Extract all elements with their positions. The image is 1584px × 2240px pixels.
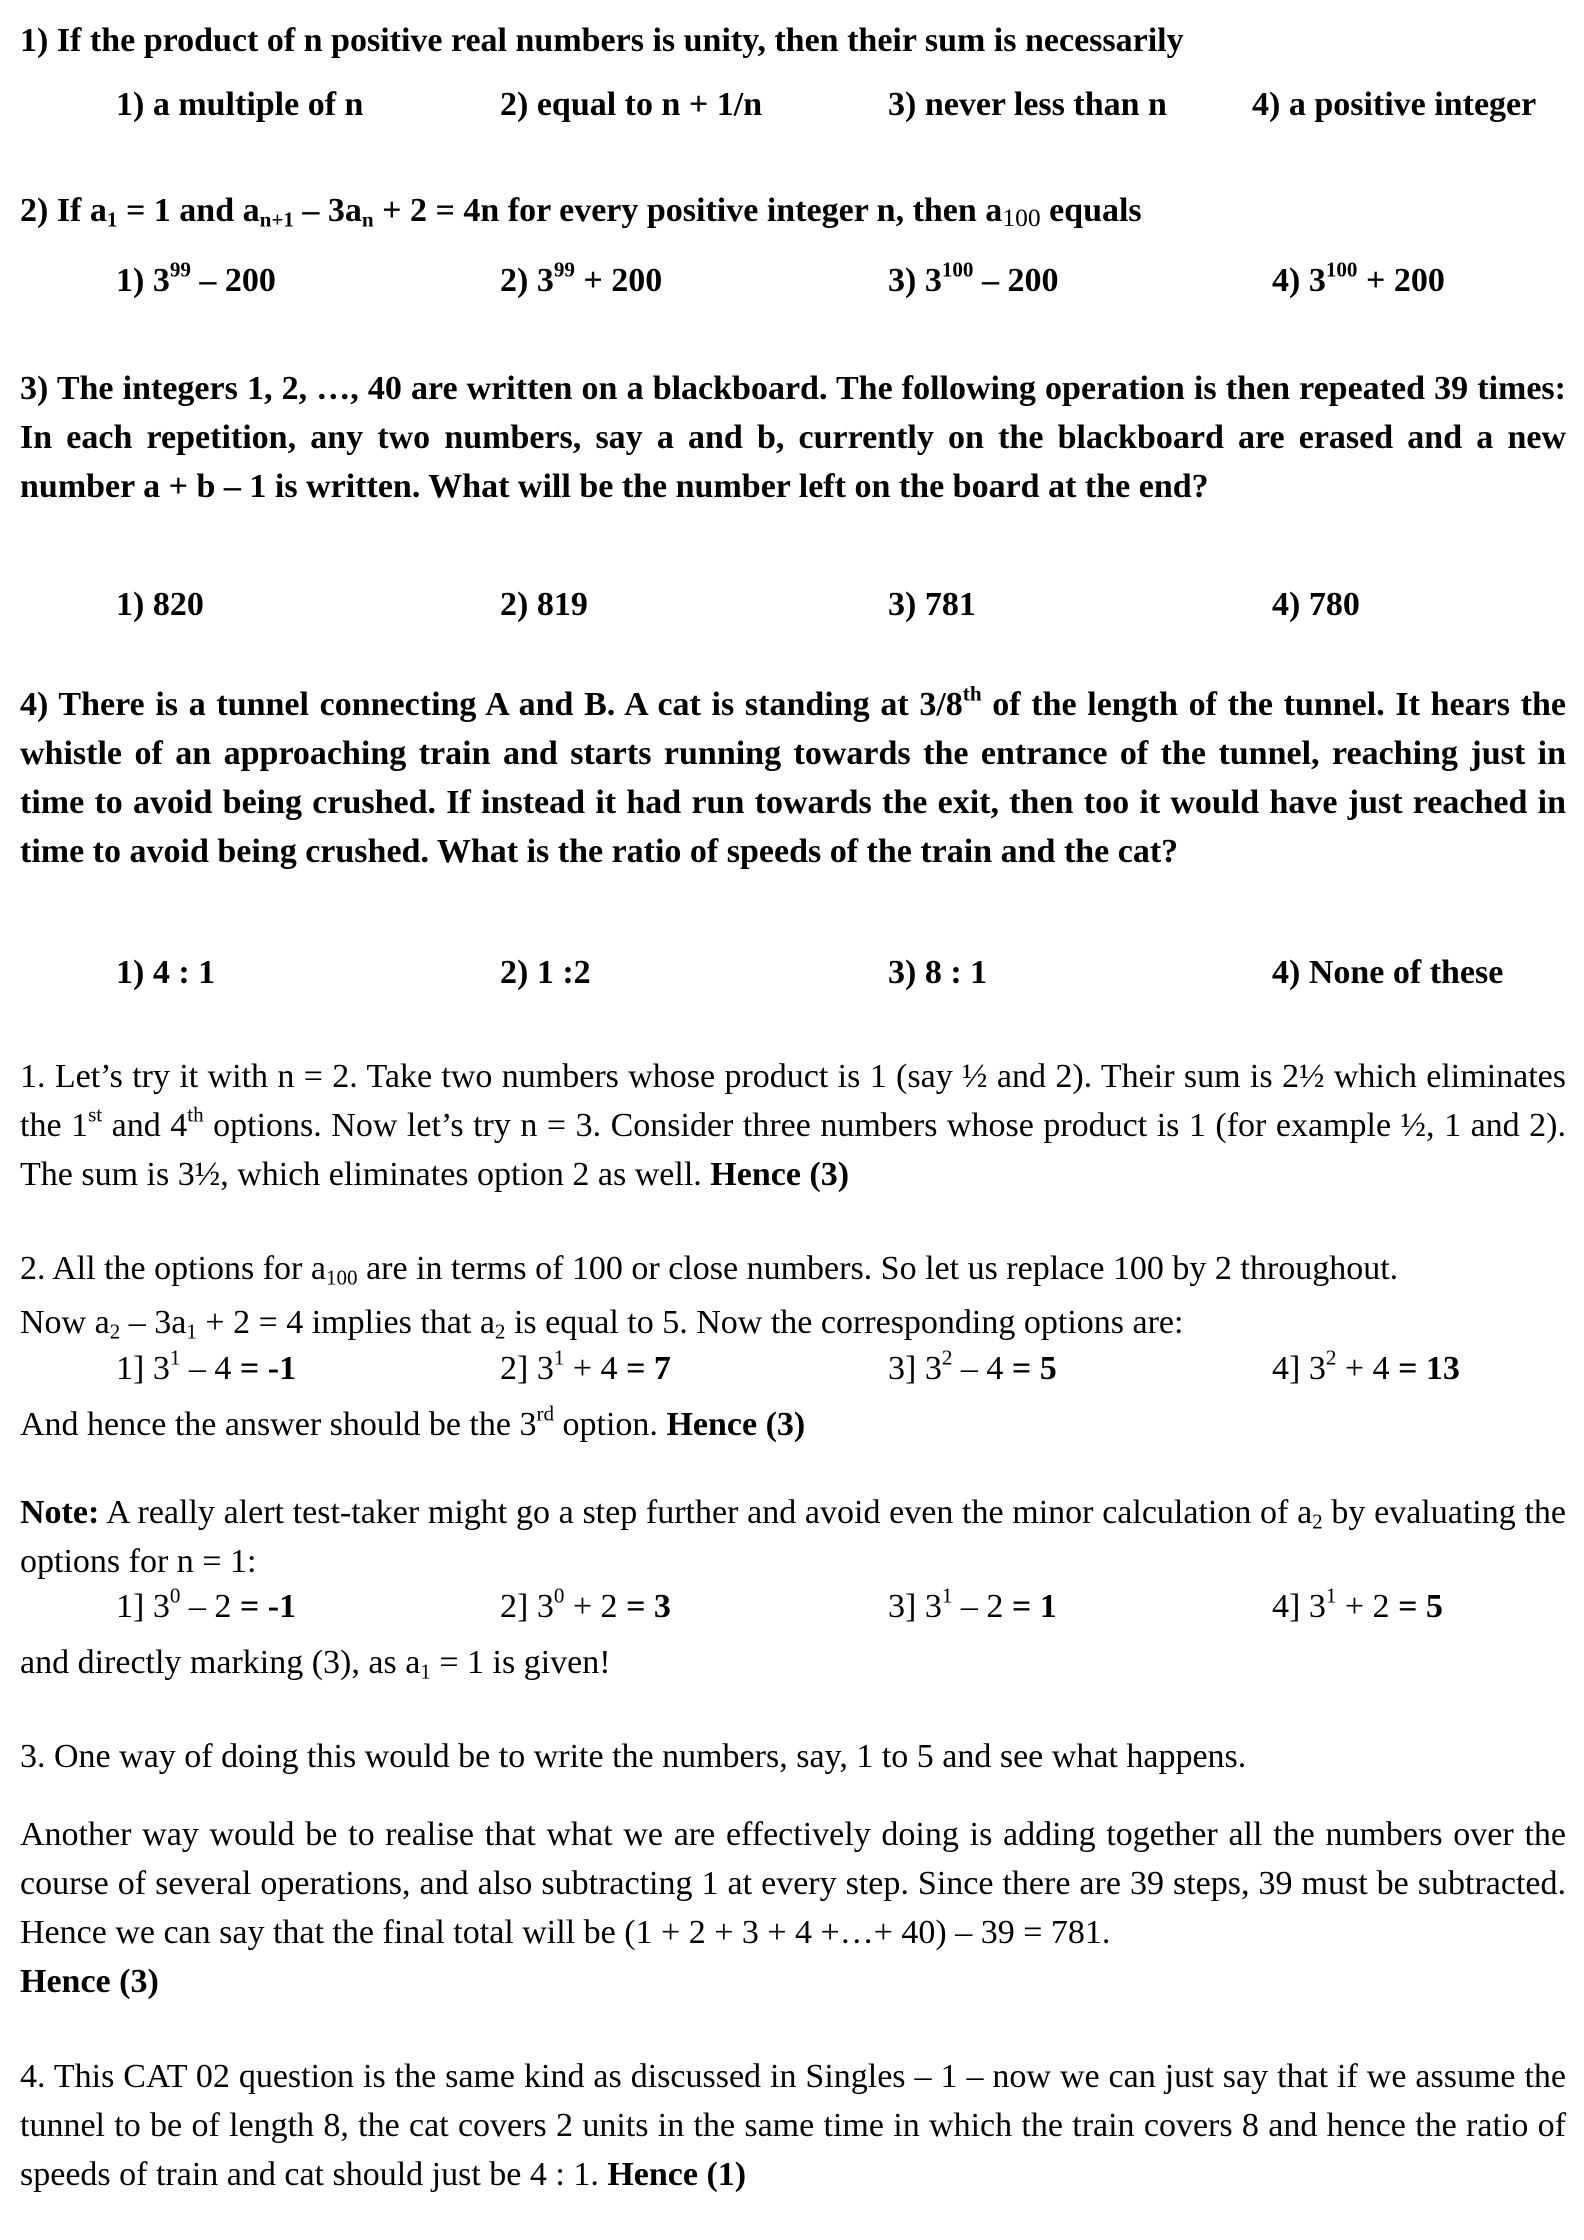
question-3-options bbox=[20, 586, 1566, 635]
question-4-text: 4) There is a tunnel connecting A and B. A cat is standing at 3/8th of the length of the tunnel. It hears the whistle of an approaching train and starts running towards the entrance of the tunnel, reaching just in time to avoid being crushed. If instead it had run towards the exit, then too it would have just reached in time to avoid being crushed. What is the ratio of speeds of the train and the cat? bbox=[20, 681, 1566, 870]
solution-3-paragraph-2: Another way would be to realise that what we are effectively doing is adding together all the numbers over the course of several operations, and also subtracting 1 at every step. Since there are 39 steps, 39 must be subtracted. Hence we can say that the final total will be (1 + 2 + 3 + 4 +…+ 40) – 39 = 781. Hence (3) bbox=[20, 1816, 1566, 2000]
solution-3-paragraph-1: 3. One way of doing this would be to write the numbers, say, 1 to 5 and see what happens. bbox=[20, 1738, 1247, 1775]
note-label: Note: bbox=[20, 1494, 100, 1531]
question-2-text: 2) If $a_1 = 1$ and $a_{n+1} - 3a_n + 2 = 4n$ for every positive integer n, then $a_{100}$ equals bbox=[20, 192, 1142, 233]
note-conclusion: and directly marking (3), as $a_1 = 1$ is given! bbox=[20, 1644, 611, 1684]
q1-option-2: 2) equal to n + 1/n bbox=[500, 86, 763, 123]
q3-option-2: 2) 819 bbox=[500, 586, 588, 623]
s2-option-4: 4] $3^2 + 4 = 13$ bbox=[1272, 1345, 1460, 1387]
q4-option-2: 2) 1 :2 bbox=[500, 954, 591, 991]
q2-option-1: 1) $3^{99} - 200$ bbox=[116, 257, 276, 299]
q3-option-4: 4) 780 bbox=[1272, 586, 1360, 623]
question-1-options bbox=[20, 86, 1566, 135]
note-options bbox=[20, 1583, 1566, 1637]
q1-option-3: 3) never less than n bbox=[888, 86, 1167, 123]
note-option-3: 3] $3^1 - 2 = 1$ bbox=[888, 1583, 1057, 1625]
question-4-options bbox=[20, 954, 1566, 1003]
q2-option-3: 3) $3^{100} - 200$ bbox=[888, 257, 1059, 299]
q3-option-1: 1) 820 bbox=[116, 586, 204, 623]
s2-option-1: 1] $3^1 - 4 = -1$ bbox=[116, 1345, 297, 1387]
solution-4: 4. This CAT 02 question is the same kind as discussed in Singles – 1 – now we can just say that if we assume the tunnel to be of length 8, the cat covers 2 units in the same time in which the train covers 8 and hence the ratio of speeds of train and cat should just be 4 : 1. Hence (1) bbox=[20, 2058, 1566, 2193]
note-option-4: 4] $3^1 + 2 = 5$ bbox=[1272, 1583, 1443, 1625]
q3-option-3: 3) 781 bbox=[888, 586, 976, 623]
q4-option-4: 4) None of these bbox=[1272, 954, 1504, 991]
question-1-text: 1) If the product of n positive real numbers is unity, then their sum is necessarily bbox=[20, 22, 1184, 59]
solution-2-line-1: 2. All the options for $a_{100}$ are in terms of 100 or close numbers. So let us replace 100 by 2 throughout. bbox=[20, 1250, 1399, 1290]
q2-option-2: 2) $3^{99} + 200$ bbox=[500, 257, 663, 299]
q2-option-4: 4) $3^{100} + 200$ bbox=[1272, 257, 1445, 299]
question-2-options bbox=[20, 257, 1566, 311]
s2-option-2: 2] $3^1 + 4 = 7$ bbox=[500, 1345, 671, 1387]
solution-2-line-3: And hence the answer should be the 3rd option. Hence (3) bbox=[20, 1401, 806, 1443]
solution-2-options bbox=[20, 1345, 1566, 1399]
q4-option-3: 3) 8 : 1 bbox=[888, 954, 988, 991]
note-paragraph: Note: A really alert test-taker might go a step further and avoid even the minor calculation of $a_2$ by evaluating the options for n = 1: bbox=[20, 1494, 1566, 1580]
s2-option-3: 3] $3^2 - 4 = 5$ bbox=[888, 1345, 1057, 1387]
solution-2-line-2: Now $a_2 - 3a_1 + 2 = 4$ implies that $a_2$ is equal to 5. Now the corresponding options are: bbox=[20, 1304, 1184, 1344]
solution-1: 1. Let’s try it with n = 2. Take two numbers whose product is 1 (say ½ and 2). Their sum is 2½ which eliminates the 1st and 4th options. Now let’s try n = 3. Consider three numbers whose product is 1 (for example ½, 1 and 2). The sum is 3½, which eliminates option 2 as well. Hence (3) bbox=[20, 1058, 1567, 1193]
q4-option-1: 1) 4 : 1 bbox=[116, 954, 216, 991]
question-3-text: 3) The integers 1, 2, …, 40 are written on a blackboard. The following operation is then repeated 39 times: In each repetition, any two numbers, say a and b, currently on the blackboard are erased and a new number a + b – 1 is written. What will be the number left on the board at the end? bbox=[20, 370, 1566, 505]
note-option-2: 2] $3^0 + 2 = 3$ bbox=[500, 1583, 671, 1625]
q1-option-1: 1) a multiple of n bbox=[116, 86, 364, 123]
q1-option-4: 4) a positive integer bbox=[1252, 86, 1537, 123]
note-option-1: 1] $3^0 - 2 = -1$ bbox=[116, 1583, 297, 1625]
